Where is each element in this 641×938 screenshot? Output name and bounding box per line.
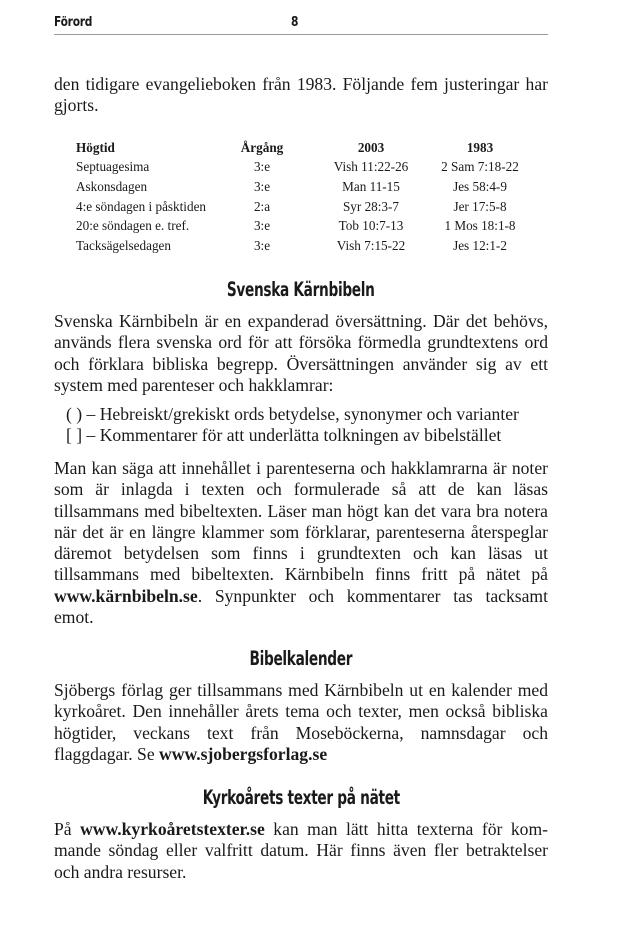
table-row xyxy=(76,236,520,256)
section-heading-kyrkoaret xyxy=(54,786,548,809)
section-heading-karnbibeln xyxy=(54,278,548,301)
table-cell: Man 11-15 xyxy=(342,178,400,194)
paragraph-text: På xyxy=(54,819,81,839)
table-cell: Jes 12:1-2 xyxy=(453,237,507,253)
table-cell: 3:e xyxy=(253,178,271,194)
intro-paragraph: den tidigare evangelieboken från 1983. Följande fem justeringar har gjorts. xyxy=(54,74,548,116)
heading-text: Kyrkoårets texter på nätet xyxy=(202,786,400,809)
page-number: 8 xyxy=(291,15,299,30)
paragraph-text: kan man lätt hitta texterna för kommande söndag eller valfritt datum. Här finns även fler betraktelser och andra resurser. xyxy=(54,819,548,882)
paragraph-text: Sjöbergs förlag ger tillsammans med Kärnbibeln ut en kalender med kyrkoåret. Den innehåller årets tema och texter, men också bibliska högtider, veckans text från Moseböckerna, namnsdagar och flaggdagar. Se xyxy=(54,680,548,764)
table-row xyxy=(76,197,520,217)
notation-list xyxy=(66,404,548,447)
table-cell: Askonsdagen xyxy=(76,178,148,194)
table-header-row xyxy=(76,138,520,158)
kyrkoaret-paragraph xyxy=(54,819,548,883)
table-cell: Syr 28:3-7 xyxy=(342,198,400,214)
table-cell: 3:e xyxy=(253,159,271,175)
table-cell: Vish 11:22-26 xyxy=(333,159,409,175)
chapter-title: Förord xyxy=(54,15,93,30)
running-header xyxy=(54,14,548,35)
table-cell: 20:e söndagen e. tref. xyxy=(76,218,190,234)
table-row xyxy=(76,216,520,236)
kyrkoaretstexter-link[interactable]: www.kyrkoåretstexter.se xyxy=(80,819,265,839)
karnbibeln-notes-paragraph xyxy=(54,458,548,628)
table-header-cell: 2003 xyxy=(357,139,385,155)
table-row xyxy=(76,158,520,178)
heading-text: Svenska Kärnbibeln xyxy=(227,278,375,301)
list-item: ( ) – Hebreiskt/grekiskt ords betydelse, synonymer och varianter xyxy=(66,404,519,424)
table-row xyxy=(76,177,520,197)
list-item: [ ] – Kommentarer för att underlätta tolkningen av bibelstället xyxy=(66,425,502,446)
table-cell: Jer 17:5-8 xyxy=(453,198,507,214)
table-cell: Jes 58:4-9 xyxy=(453,178,507,194)
sjobergsforlag-link[interactable]: www.sjobergsforlag.se xyxy=(159,743,328,764)
table-header-cell: 1983 xyxy=(466,139,494,155)
table-cell: 3:e xyxy=(253,218,271,234)
table-cell: Tacksägelsedagen xyxy=(76,237,172,253)
bibelkalender-paragraph xyxy=(54,680,548,765)
table-cell: 2 Sam 7:18-22 xyxy=(441,159,519,175)
table-cell: 2:a xyxy=(253,198,271,214)
karnbibeln-link[interactable]: www.kärnbibeln.se xyxy=(54,585,198,606)
table-cell: 3:e xyxy=(253,237,271,253)
table-header-cell: Högtid xyxy=(76,139,115,155)
karnbibeln-paragraph: Svenska Kärnbibeln är en expanderad översättning. Där det behövs, används flera svenska ord för att försöka förmedla grundtextens ord och förklara bibliska begrepp. Översättningen använder sig av ett system med parenteser och hakklamrar: xyxy=(54,311,548,395)
adjustments-table xyxy=(76,138,520,256)
heading-text: Bibelkalender xyxy=(249,647,353,670)
table-cell: 1 Mos 18:1-8 xyxy=(444,218,516,234)
table-cell: 4:e söndagen i påsktiden xyxy=(76,198,207,214)
paragraph-text: . Synpunkter och kommentarer tas tacksamt emot. xyxy=(54,585,548,628)
section-heading-bibelkalender xyxy=(54,647,548,670)
table-cell: Septuagesima xyxy=(76,159,150,175)
paragraph-text: Man kan säga att innehållet i parenteserna och hakklamrarna är noter som är inlagda i texten och formulerade så att de kan läsas tillsammans med bibeltexten. Läser man högt kan det vara bra notera när det är en längre klammer som förklarar, parenteserna återspeglar däremot betydelsen som finns i grundtexten och kan läsas ut tillsammans med bibeltexten. Kärnbibeln finns fritt på nätet på xyxy=(54,458,548,585)
table-header-cell: Årgång xyxy=(240,139,284,155)
table-cell: Vish 7:15-22 xyxy=(336,237,406,253)
table-cell: Tob 10:7-13 xyxy=(338,218,404,234)
